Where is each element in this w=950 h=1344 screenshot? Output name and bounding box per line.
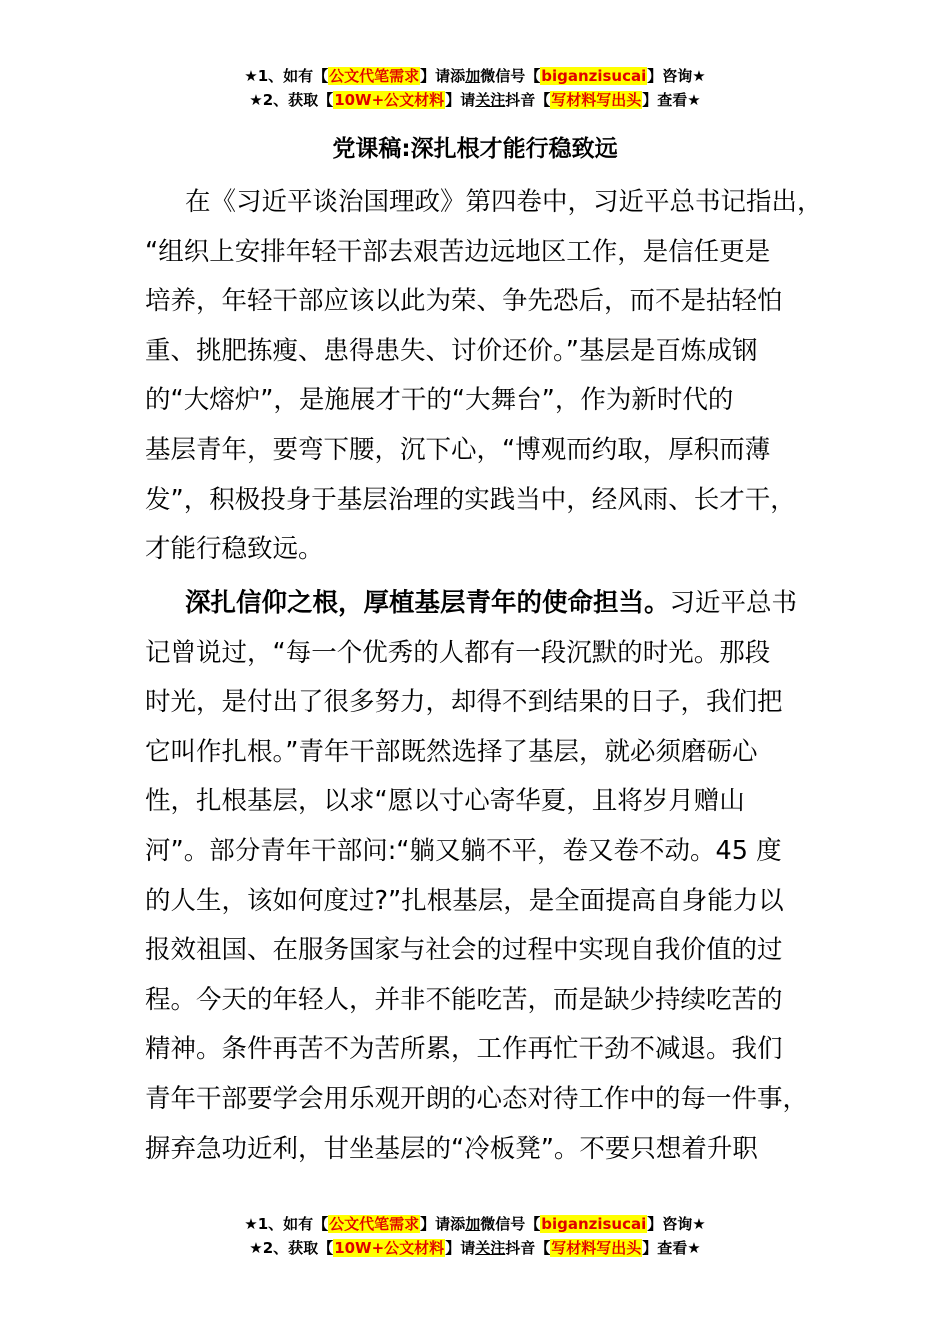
- paragraph-lead-heading: 深扎信仰之根，厚植基层青年的使命担当。: [185, 588, 670, 618]
- banner-text: ★2、获取【: [249, 91, 334, 109]
- text-line: 基层青年，要弯下腰，沉下心，“博观而约取，厚积而薄: [145, 434, 771, 465]
- text-line: 摒弃急功近利，甘坐基层的“冷板凳”。不要只想着升职: [145, 1133, 758, 1164]
- banner-text: 抖音【: [505, 1239, 551, 1257]
- text-line: 程。今天的年轻人，并非不能吃苦，而是缺少持续吃苦的: [145, 984, 783, 1015]
- text-line: 报效祖国、在服务国家与社会的过程中实现自我价值的过: [145, 935, 783, 966]
- banner-text: ★1、如有【: [244, 67, 329, 85]
- text-line: 的“大熔炉”，是施展才干的“大舞台”，作为新时代的: [145, 385, 734, 416]
- highlight-text: 10W+公文材料: [334, 1239, 445, 1257]
- text-line: [145, 579, 810, 629]
- banner-text: 】查看★: [642, 1239, 701, 1257]
- wechat-id-highlight: biganzisucai: [541, 1215, 647, 1233]
- paragraph-1: [145, 178, 823, 575]
- underlined-text: 加: [465, 1215, 481, 1233]
- text-fragment: 习近平总书: [669, 588, 798, 618]
- banner-line-2: [0, 88, 950, 112]
- underlined-text: 关注: [475, 91, 506, 109]
- text-line: “组织上安排年轻干部去艰苦边远地区工作，是信任更是: [145, 236, 771, 267]
- banner-text: ★1、如有【: [244, 1215, 329, 1233]
- text-line: 在《习近平谈治国理政》第四卷中，习近平总书记指出，: [185, 187, 823, 217]
- banner-text: 微信号【: [480, 1215, 541, 1233]
- text-line: 河”。部分青年干部问:“躺又躺不平，卷又卷不动。45 度: [145, 835, 782, 866]
- text-line: 性，扎根基层，以求“愿以寸心寄华夏，且将岁月赠山: [145, 786, 745, 817]
- banner-text: 】咨询★: [647, 67, 706, 85]
- underlined-text: 加: [465, 67, 481, 85]
- banner-text: 】请: [445, 1239, 476, 1257]
- text-line: 培养，年轻干部应该以此为荣、争先恐后，而不是拈轻怕: [145, 286, 783, 317]
- paragraph-2: [145, 579, 810, 1174]
- text-line: 青年干部要学会用乐观开朗的心态对待工作中的每一件事，: [145, 1083, 809, 1114]
- text-line: 重、挑肥拣瘦、患得患失、讨价还价。”基层是百炼成钢: [145, 335, 758, 366]
- banner-text: 抖音【: [505, 91, 551, 109]
- text-line: 记曾说过，“每一个优秀的人都有一段沉默的时光。那段: [145, 637, 771, 668]
- header-banner: [0, 64, 950, 112]
- footer-banner: [0, 1212, 950, 1260]
- douyin-id-highlight: 写材料写出头: [551, 91, 642, 109]
- banner-line-1: [0, 1212, 950, 1236]
- highlight-text: 公文代笔需求: [329, 67, 420, 85]
- text-line: 的人生，该如何度过?”扎根基层，是全面提高自身能力以: [145, 885, 784, 916]
- banner-text: 】请添: [420, 67, 466, 85]
- banner-text: 微信号【: [480, 67, 541, 85]
- banner-line-1: [0, 64, 950, 88]
- underlined-text: 关注: [475, 1239, 506, 1257]
- text-line: 它叫作扎根。”青年干部既然选择了基层，就必须磨砺心: [145, 736, 758, 767]
- text-line: 才能行稳致远。: [145, 534, 324, 565]
- text-line: 精神。条件再苦不为苦所累，工作再忙干劲不减退。我们: [145, 1034, 783, 1065]
- banner-text: 】查看★: [642, 91, 701, 109]
- banner-text: ★2、获取【: [249, 1239, 334, 1257]
- document-title: 党课稿:深扎根才能行稳致远: [332, 136, 618, 162]
- banner-text: 】咨询★: [647, 1215, 706, 1233]
- highlight-text: 公文代笔需求: [329, 1215, 420, 1233]
- wechat-id-highlight: biganzisucai: [541, 67, 647, 85]
- text-line: 发”，积极投身于基层治理的实践当中，经风雨、长才干，: [145, 484, 796, 515]
- banner-line-2: [0, 1236, 950, 1260]
- banner-text: 】请添: [420, 1215, 466, 1233]
- douyin-id-highlight: 写材料写出头: [551, 1239, 642, 1257]
- banner-text: 】请: [445, 91, 476, 109]
- highlight-text: 10W+公文材料: [334, 91, 445, 109]
- text-line: 时光，是付出了很多努力，却得不到结果的日子，我们把: [145, 687, 783, 718]
